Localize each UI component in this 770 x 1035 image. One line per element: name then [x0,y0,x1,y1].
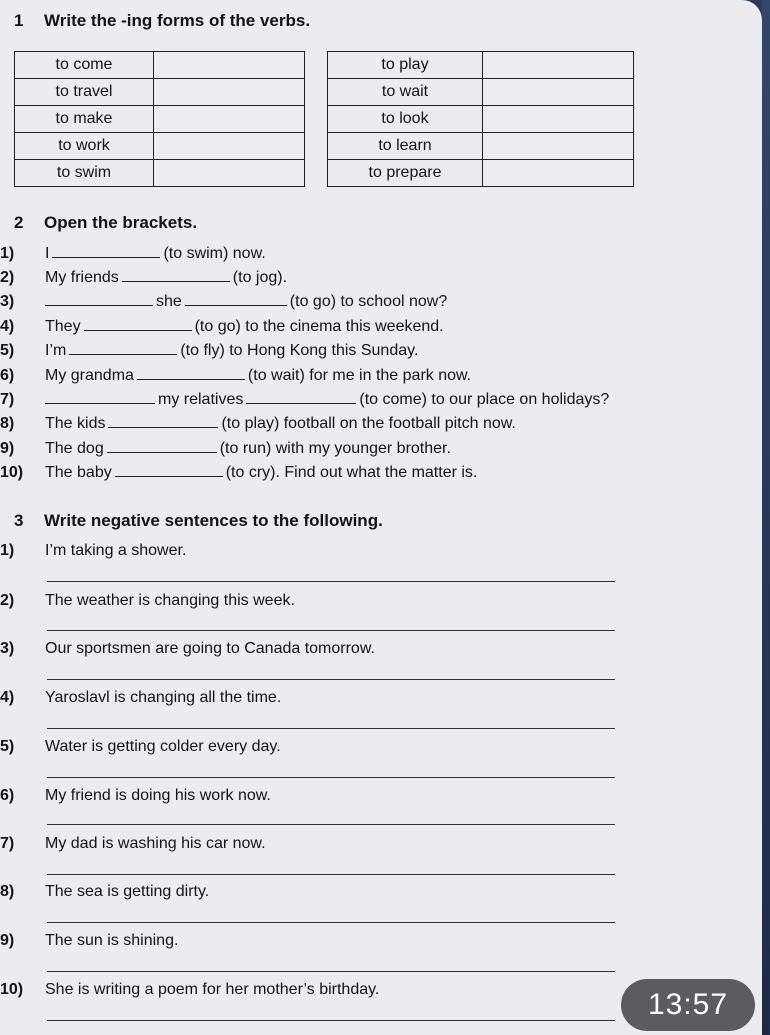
item-text: (to jog). [232,269,288,286]
item-text: (to fly) to Hong Kong this Sunday. [180,342,419,359]
table-row [328,133,634,160]
exercise-3-title: Write negative sentences to the following. [44,511,383,530]
item-text: The baby [45,464,112,481]
blank-line[interactable] [52,243,160,258]
answer-cell[interactable] [154,133,305,160]
table-row [328,79,634,106]
table-row [15,106,305,133]
verb-table-right [327,51,634,187]
list-item: 2) The weather is changing this week. [0,592,295,609]
item-text: My grandma [45,367,134,384]
item-text: (to play) football on the football pitch now. [221,415,516,432]
list-item: 7) my relatives (to come) to our place on holidays? [0,391,610,408]
blank-line[interactable] [115,462,223,477]
answer-cell[interactable] [483,79,634,106]
item-text: I’m [45,342,67,359]
item-text: (to run) with my younger brother. [219,440,451,457]
blank-line[interactable] [122,267,230,282]
table-row [15,160,305,187]
answer-line[interactable] [47,874,615,875]
verb-cell: to prepare [328,160,483,187]
list-item: 4) They (to go) to the cinema this weekend. [0,318,444,335]
table-row [15,79,305,106]
blank-line[interactable] [246,389,356,404]
list-item: 4) Yaroslavl is changing all the time. [0,689,282,706]
verb-cell: to work [15,133,154,160]
answer-line[interactable] [47,1020,615,1021]
list-item: 10) The baby (to cry). Find out what the matter is. [0,464,478,481]
item-text: (to swim) now. [163,245,266,262]
item-text: They [45,318,81,335]
blank-line[interactable] [84,316,192,331]
list-item: 3) Our sportsmen are going to Canada tomorrow. [0,640,375,657]
answer-cell[interactable] [483,133,634,160]
item-text: she [156,293,182,310]
sentence-text: Yaroslavl is changing all the time. [45,689,282,706]
blank-line[interactable] [185,291,287,306]
item-text: (to come) to our place on holidays? [359,391,610,408]
blank-line[interactable] [45,389,155,404]
exercise-3-heading [14,511,383,531]
answer-cell[interactable] [483,52,634,79]
verb-cell: to wait [328,79,483,106]
answer-cell[interactable] [154,52,305,79]
list-item: 1) I (to swim) now. [0,245,266,262]
item-text: The dog [45,440,104,457]
sentence-text: Water is getting colder every day. [45,738,281,755]
sentence-text: My dad is washing his car now. [45,835,266,852]
table-row [328,106,634,133]
blank-line[interactable] [107,438,217,453]
answer-line[interactable] [47,971,615,972]
verb-cell: to make [15,106,154,133]
sentence-text: The sea is getting dirty. [45,883,210,900]
blank-line[interactable] [69,340,177,355]
item-text: (to go) to the cinema this weekend. [194,318,444,335]
item-text: (to cry). Find out what the matter is. [225,464,478,481]
item-text: my relatives [158,391,244,408]
blank-line[interactable] [137,365,245,380]
exercise-1-number: 1 [14,11,24,30]
answer-line[interactable] [47,679,615,680]
item-text: (to go) to school now? [289,293,448,310]
answer-cell[interactable] [154,79,305,106]
verb-cell: to play [328,52,483,79]
sentence-text: Our sportsmen are going to Canada tomorrow. [45,640,375,657]
answer-line[interactable] [47,824,615,825]
sentence-text: She is writing a poem for her mother’s birthday. [45,981,380,998]
answer-line[interactable] [47,581,615,582]
exercise-2-heading [14,213,197,233]
table-row [15,52,305,79]
background-edge [762,0,770,1035]
item-text: I [45,245,50,262]
list-item: 3) she (to go) to school now? [0,293,448,310]
answer-line[interactable] [47,728,615,729]
list-item: 1) I’m taking a shower. [0,542,187,559]
table-row [328,52,634,79]
list-item: 8) The kids (to play) football on the football pitch now. [0,415,516,432]
sentence-text: The sun is shining. [45,932,179,949]
time-overlay: 13:57 [621,979,755,1031]
list-item: 6) My grandma (to wait) for me in the park now. [0,367,472,384]
exercise-2-title: Open the brackets. [44,213,198,232]
verb-cell: to learn [328,133,483,160]
sentence-text: The weather is changing this week. [45,592,295,609]
list-item: 7) My dad is washing his car now. [0,835,266,852]
answer-cell[interactable] [154,160,305,187]
verb-table-left [14,51,305,187]
exercise-3-number: 3 [14,511,24,530]
list-item: 8) The sea is getting dirty. [0,883,210,900]
exercise-1-title: Write the -ing forms of the verbs. [44,11,311,30]
sentence-text: I’m taking a shower. [45,542,187,559]
verb-cell: to swim [15,160,154,187]
sentence-text: My friend is doing his work now. [45,787,271,804]
answer-cell[interactable] [483,106,634,133]
item-text: (to wait) for me in the park now. [247,367,472,384]
blank-line[interactable] [45,291,153,306]
answer-line[interactable] [47,630,615,631]
exercise-2-number: 2 [14,213,24,232]
verb-cell: to travel [15,79,154,106]
answer-line[interactable] [47,922,615,923]
list-item: 5) Water is getting colder every day. [0,738,281,755]
answer-cell[interactable] [483,160,634,187]
item-text: My friends [45,269,119,286]
verb-cell: to look [328,106,483,133]
list-item: 9) The dog (to run) with my younger brother. [0,440,451,457]
blank-line[interactable] [108,413,218,428]
list-item: 2) My friends (to jog). [0,269,288,286]
table-row [328,160,634,187]
exercise-1-heading [14,11,310,31]
list-item: 5) I’m (to fly) to Hong Kong this Sunday. [0,342,419,359]
answer-cell[interactable] [154,106,305,133]
table-row [15,133,305,160]
list-item: 9) The sun is shining. [0,932,179,949]
answer-line[interactable] [47,777,615,778]
item-text: The kids [45,415,106,432]
list-item: 6) My friend is doing his work now. [0,787,271,804]
verb-cell: to come [15,52,154,79]
list-item: 10) She is writing a poem for her mother’s birthday. [0,981,380,998]
